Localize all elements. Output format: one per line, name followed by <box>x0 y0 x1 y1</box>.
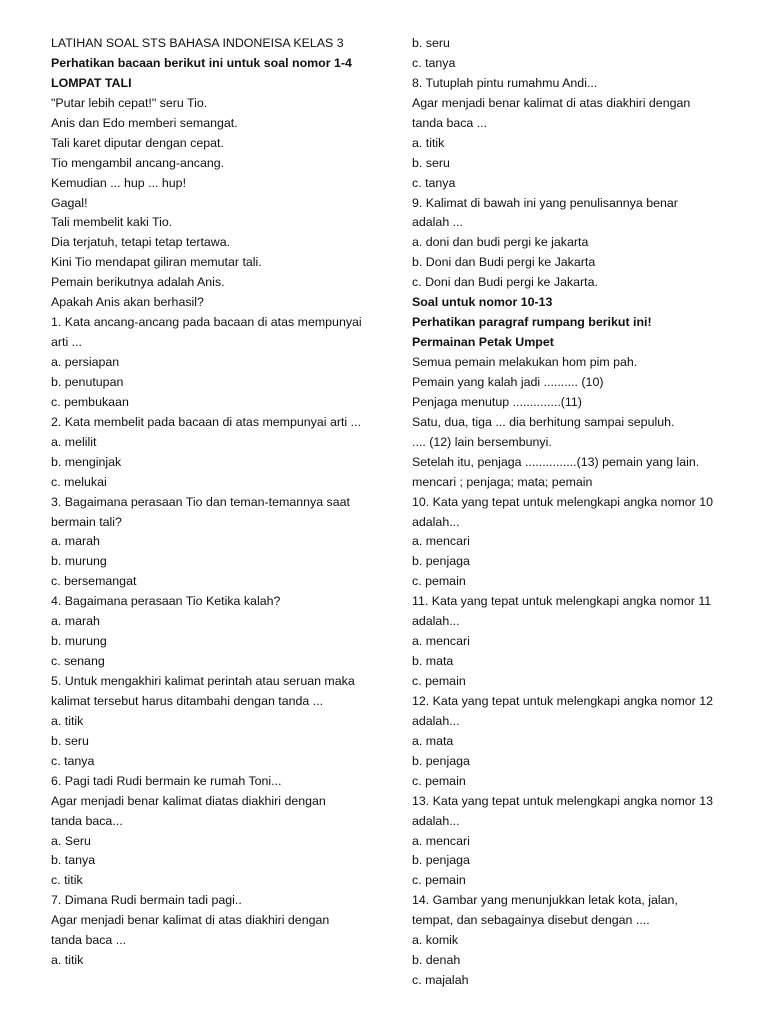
text-line: c. tanya <box>412 175 456 190</box>
text-line: c. tanya <box>51 753 95 768</box>
text-line: Tali karet diputar dengan cepat. <box>51 135 224 150</box>
text-line: "Putar lebih cepat!" seru Tio. <box>51 95 208 110</box>
text-line: Agar menjadi benar kalimat di atas diakhiri dengan <box>412 95 691 110</box>
text-line: b. Doni dan Budi pergi ke Jakarta <box>412 255 596 270</box>
text-line: a. marah <box>51 614 100 629</box>
text-line: Setelah itu, penjaga ...............(13) pemain yang lain. <box>412 454 700 469</box>
text-line: mencari ; penjaga; mata; pemain <box>412 474 593 489</box>
text-line: 3. Bagaimana perasaan Tio dan teman-temannya saat <box>51 494 350 509</box>
left-column <box>51 34 381 971</box>
text-line: a. melilit <box>51 434 97 449</box>
text-line: c. bersemangat <box>51 574 137 589</box>
text-line: Tio mengambil ancang-ancang. <box>51 155 225 170</box>
text-line: Perhatikan paragraf rumpang berikut ini! <box>412 315 652 330</box>
text-line: b. mata <box>412 654 454 669</box>
text-line: Kemudian ... hup ... hup! <box>51 175 187 190</box>
text-line: c. Doni dan Budi pergi ke Jakarta. <box>412 275 598 290</box>
text-line: c. pemain <box>412 873 466 888</box>
text-line: 1. Kata ancang-ancang pada bacaan di atas mempunyai <box>51 315 362 330</box>
text-line: b. penjaga <box>412 554 470 569</box>
text-line: kalimat tersebut harus ditambahi dengan tanda ... <box>51 693 324 708</box>
text-line: c. pembukaan <box>51 394 129 409</box>
text-line: 5. Untuk mengakhiri kalimat perintah atau seruan maka <box>51 674 355 688</box>
text-line: Perhatikan bacaan berikut ini untuk soal nomor 1-4 <box>51 55 352 70</box>
text-line: a. mencari <box>412 833 470 848</box>
text-line: adalah... <box>412 713 460 728</box>
text-line: arti ... <box>51 335 82 350</box>
text-line: tempat, dan sebagainya disebut dengan .... <box>412 913 650 928</box>
text-line: 4. Bagaimana perasaan Tio Ketika kalah? <box>51 594 281 609</box>
text-line: a. titik <box>412 135 445 150</box>
text-line: adalah ... <box>412 215 463 230</box>
text-line: b. penjaga <box>412 753 470 768</box>
text-line: Anis dan Edo memberi semangat. <box>51 115 238 130</box>
text-line: Apakah Anis akan berhasil? <box>51 295 204 310</box>
text-line: c. pemain <box>412 574 466 589</box>
text-line: Soal untuk nomor 10-13 <box>412 295 553 310</box>
text-line: a. mencari <box>412 634 470 649</box>
text-line: a. persiapan <box>51 355 120 369</box>
text-line: c. pemain <box>412 674 466 688</box>
text-line: adalah... <box>412 514 460 529</box>
text-line: 8. Tutuplah pintu rumahmu Andi... <box>412 75 598 90</box>
text-line: a. titik <box>51 713 84 728</box>
text-line: 13. Kata yang tepat untuk melengkapi angka nomor 13 <box>412 793 714 808</box>
text-line: b. seru <box>412 155 450 170</box>
text-line: b. seru <box>412 36 450 50</box>
text-line: c. senang <box>51 654 105 669</box>
text-line: Agar menjadi benar kalimat di atas diakhiri dengan <box>51 913 330 928</box>
text-line: c. tanya <box>412 55 456 70</box>
text-line: c. melukai <box>51 474 107 489</box>
text-line: Agar menjadi benar kalimat diatas diakhiri dengan <box>51 793 326 808</box>
text-line: Pemain berikutnya adalah Anis. <box>51 275 225 290</box>
text-line: a. marah <box>51 534 100 549</box>
text-line: tanda baca ... <box>51 933 127 948</box>
text-line: LATIHAN SOAL STS BAHASA INDONEISA KELAS 3 <box>51 36 344 50</box>
text-line: a. doni dan budi pergi ke jakarta <box>412 235 589 250</box>
text-line: a. titik <box>51 953 84 968</box>
text-line: b. denah <box>412 953 461 968</box>
text-line: b. penjaga <box>412 853 470 868</box>
text-line: 12. Kata yang tepat untuk melengkapi angka nomor 12 <box>412 693 714 708</box>
text-line: b. murung <box>51 554 107 569</box>
text-line: b. murung <box>51 634 107 649</box>
text-line: c. titik <box>51 873 83 888</box>
text-line: .... (12) lain bersembunyi. <box>412 434 552 449</box>
text-line: b. seru <box>51 733 89 748</box>
text-line: bermain tali? <box>51 514 122 529</box>
text-line: 14. Gambar yang menunjukkan letak kota, jalan, <box>412 893 678 908</box>
text-line: adalah... <box>412 614 460 629</box>
text-line: 7. Dimana Rudi bermain tadi pagi.. <box>51 893 242 908</box>
text-line: a. mencari <box>412 534 470 549</box>
text-line: Kini Tio mendapat giliran memutar tali. <box>51 255 262 270</box>
text-line: 10. Kata yang tepat untuk melengkapi angka nomor 10 <box>412 494 714 509</box>
text-line: b. tanya <box>51 853 96 868</box>
text-line: adalah... <box>412 813 460 828</box>
text-line: tanda baca... <box>51 813 123 828</box>
text-line: LOMPAT TALI <box>51 75 132 90</box>
text-line: c. pemain <box>412 773 466 788</box>
text-line: 11. Kata yang tepat untuk melengkapi angka nomor 11 <box>412 594 712 609</box>
text-line: Permainan Petak Umpet <box>412 335 554 350</box>
text-line: Penjaga menutup ..............(11) <box>412 394 582 409</box>
text-line: tanda baca ... <box>412 115 488 130</box>
text-line: Satu, dua, tiga ... dia berhitung sampai sepuluh. <box>412 414 675 429</box>
text-line: a. komik <box>412 933 459 948</box>
right-column <box>412 34 752 991</box>
text-line: a. Seru <box>51 833 91 848</box>
text-line: b. menginjak <box>51 454 122 469</box>
text-line: 9. Kalimat di bawah ini yang penulisannya benar <box>412 195 678 210</box>
text-line: 6. Pagi tadi Rudi bermain ke rumah Toni... <box>51 773 282 788</box>
text-line: c. majalah <box>412 973 469 988</box>
text-line: b. penutupan <box>51 374 124 389</box>
text-line: 2. Kata membelit pada bacaan di atas mempunyai arti ... <box>51 414 361 429</box>
text-line: Gagal! <box>51 195 88 210</box>
text-line: Semua pemain melakukan hom pim pah. <box>412 355 638 369</box>
text-line: a. mata <box>412 733 454 748</box>
text-line: Tali membelit kaki Tio. <box>51 215 173 230</box>
text-line: Dia terjatuh, tetapi tetap tertawa. <box>51 235 231 250</box>
text-line: Pemain yang kalah jadi .......... (10) <box>412 374 604 389</box>
